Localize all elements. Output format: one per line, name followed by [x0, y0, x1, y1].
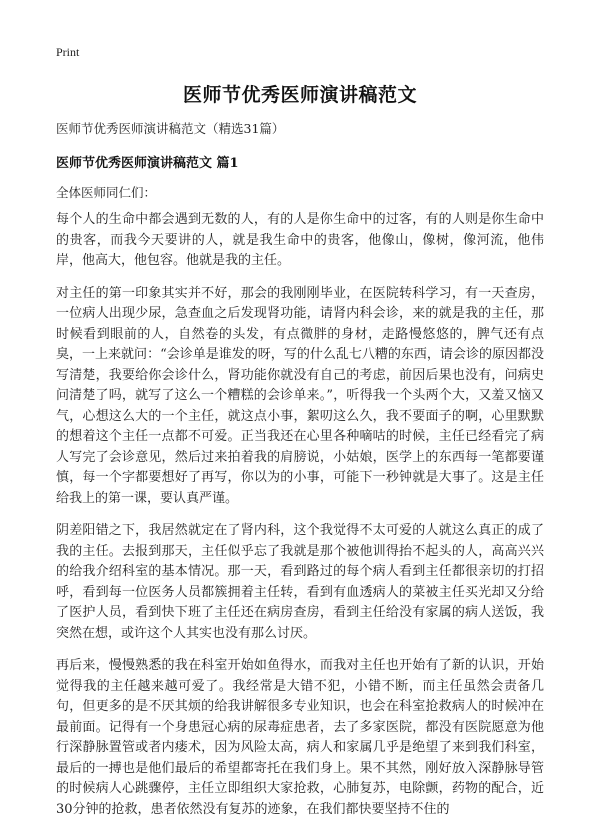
paragraph-2: 对主任的第一印象其实并不好，那会的我刚刚毕业，在医院转科学习，有一天查房，一位病人出现少尿，急查血之后发现肾功能，请肾内科会诊，来的就是我的主任，那时候看到眼前的人，自然卷的头发，有点微胖的身材，走路慢悠悠的，脾气还有点臭，一上来就问：“会诊单是谁发的呀，写的什么乱七八糟的东西，请会诊的原因都没写清楚，我要给你会诊什么，肾功能你就没有自己的考虑，前因后果也没有，问病史问清楚了吗，就写了这么一个糟糕的会诊单来。”，听得我一个头两个大，又羞又恼又气，心想这么大的一个主任，就这点小事，絮叨这么久，我不要面子的啊，心里默默的想着这个主任一点都不可爱。正当我还在心里各种嘀咕的时候，主任已经看完了病人写完了会诊意见，然后过来拍着我的肩膀说，小姑娘，医学上的东西每一笔都要谨慎，每一个字都要想好了再写，你以为的小事，可能下一秒钟就是大事了。这是主任给我上的第一课，要认真严谨。 — [56, 285, 544, 506]
document-subtitle: 医师节优秀医师演讲稿范文（精选31篇） — [56, 121, 285, 136]
paragraph-1: 每个人的生命中都会遇到无数的人，有的人是你生命中的过客，有的人则是你生命中的贵客，而我今天要讲的人，就是我生命中的贵客，他像山，像树，像河流，他伟岸，他高大，他包容。他就是我的主任。 — [56, 212, 544, 268]
paragraph-3: 阴差阳错之下，我居然就定在了肾内科，这个我觉得不太可爱的人就这么真正的成了我的主任。去报到那天，主任似乎忘了我就是那个被他训得抬不起头的人，高高兴兴的给我介绍科室的基本情况。那一天，看到路过的每个病人看到主任都很亲切的打招呼，看到每一位医务人员都簇拥着主任转，看到有血透病人的菜被主任买光却又分给了医护人员，看到快下班了主任还在病房查房，看到主任给没有家属的病人送饭，我突然在想，或许这个人其实也没有那么讨厌。 — [56, 523, 544, 641]
print-label: Print — [56, 45, 80, 59]
paragraph-4: 再后来，慢慢熟悉的我在科室开始如鱼得水，而我对主任也开始有了新的认识，开始觉得我的主任越来越可爱了。我经常是大错不犯，小错不断，而主任虽然会责备几句，但更多的是不厌其烦的给我讲解很多专业知识，也会在科室抢救病人的时候冲在最前面。记得有一个身患冠心病的尿毒症患者，去了多家医院，都没有医院愿意为他行深静脉置管或者内瘘术，因为风险太高，病人和家属几乎是绝望了来到我们科室，最后的一搏也是他们最后的希望都寄托在我们身上。果不其然，刚好放入深静脉导管的时候病人心跳骤停，主任立即组织大家抢救，心肺复苏，电除颤，药物的配合，近30分钟的抢救，患者依然没有复苏的迹象，在我们都快要坚持不住的 — [56, 658, 544, 817]
greeting-line: 全体医师同仁们： — [56, 185, 157, 200]
speech-body — [56, 210, 544, 832]
section-heading: 医师节优秀医师演讲稿范文 篇1 — [56, 156, 239, 171]
document-title: 医师节优秀医师演讲稿范文 — [182, 84, 417, 106]
